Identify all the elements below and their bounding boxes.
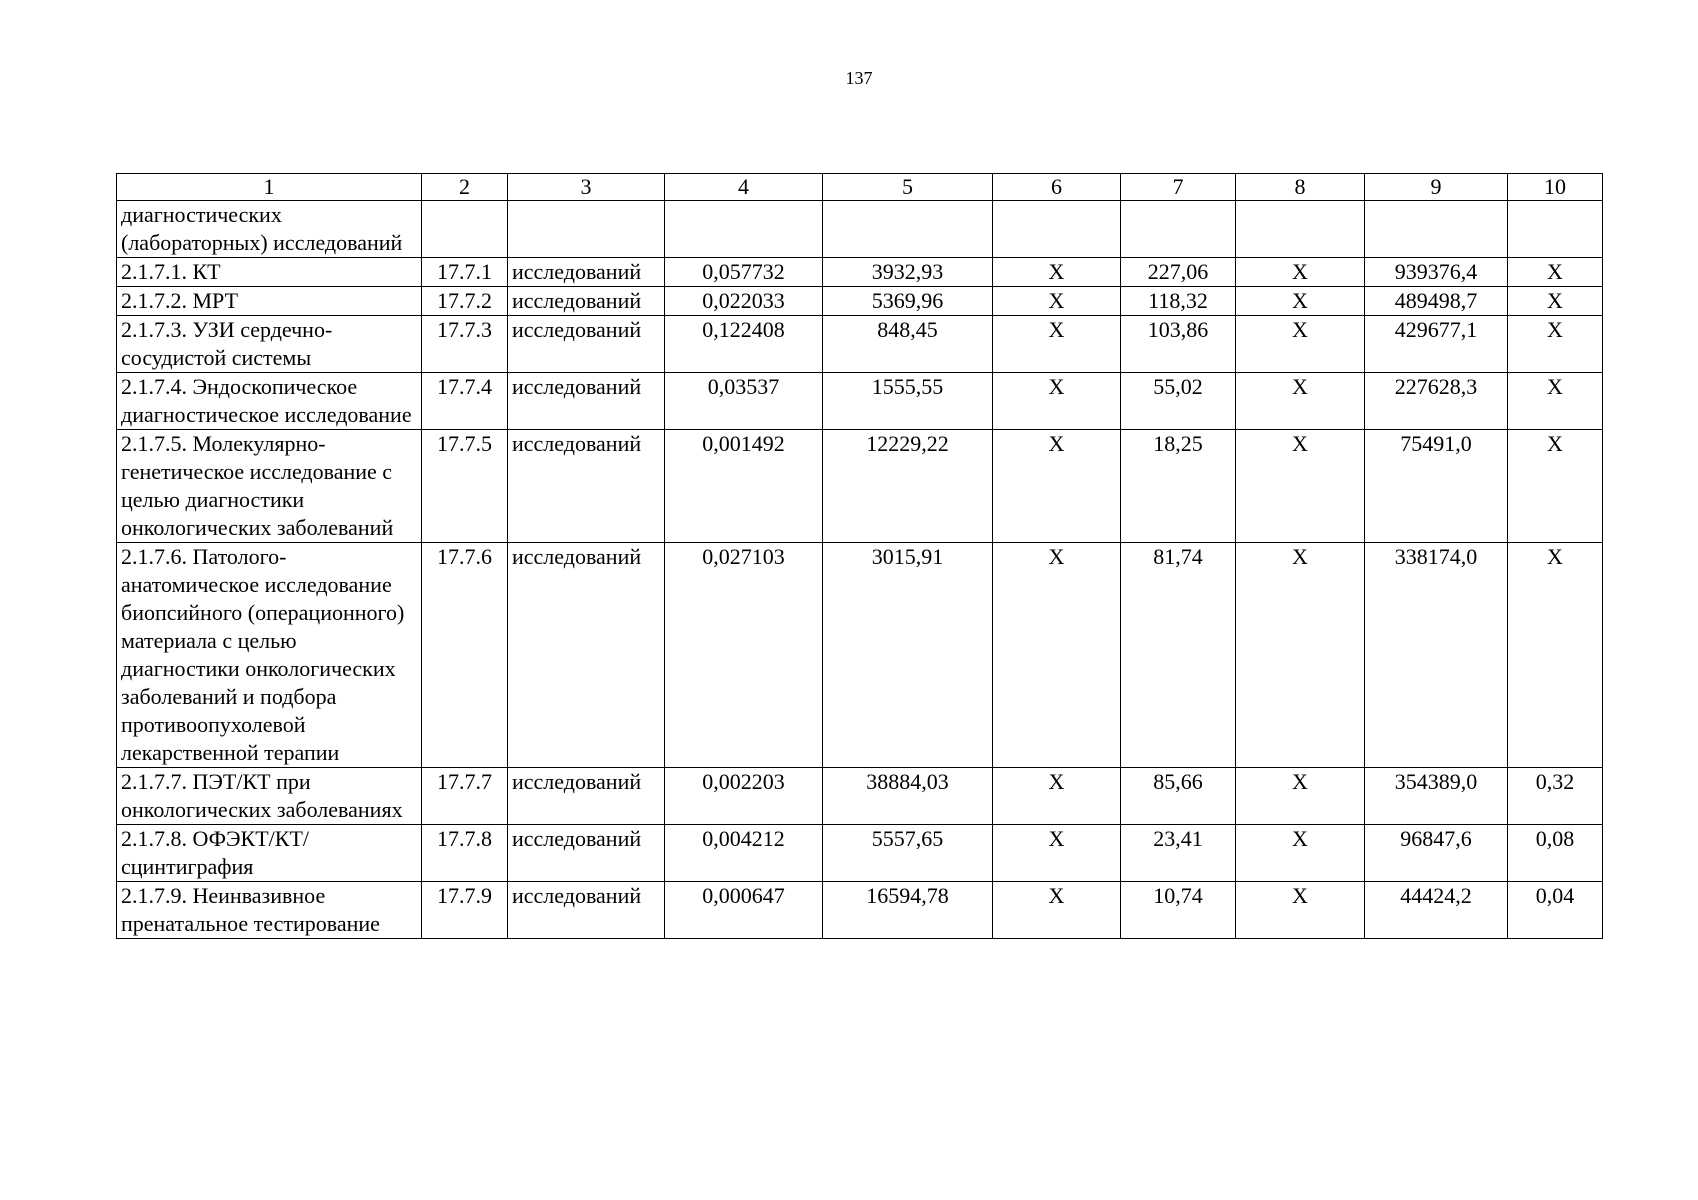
row-unit: исследований [508,543,665,768]
row-label: 2.1.7.9. Неинвазивное пренатальное тестирование [117,882,422,939]
header-row [117,174,1603,201]
cell-value: 0,03537 [665,373,823,430]
cell-value: 85,66 [1121,768,1236,825]
cell-value: 96847,6 [1365,825,1508,882]
cell-value: Х [1508,373,1603,430]
cell-value: 12229,22 [823,430,993,543]
row-code: 17.7.3 [422,316,508,373]
cell-value: 338174,0 [1365,543,1508,768]
row-unit: исследований [508,430,665,543]
cell-value: 118,32 [1121,287,1236,316]
row-code: 17.7.5 [422,430,508,543]
row-code [422,201,508,258]
cell-value: Х [993,543,1121,768]
cell-value: Х [1236,543,1365,768]
row-unit: исследований [508,768,665,825]
cell-value [1121,201,1236,258]
cell-value: 55,02 [1121,373,1236,430]
cell-value: 81,74 [1121,543,1236,768]
table-body [117,174,1603,939]
cell-value: Х [1508,543,1603,768]
column-header: 8 [1236,174,1365,201]
cell-value: Х [1508,258,1603,287]
cell-value: 0,04 [1508,882,1603,939]
row-label: 2.1.7.6. Патолого-анатомическое исследование биопсийного (операционного) материала с целью диагностики онкологических заболеваний и подбора противоопухолевой лекарственной терапии [117,543,422,768]
column-header: 2 [422,174,508,201]
cell-value: 10,74 [1121,882,1236,939]
cell-value: 23,41 [1121,825,1236,882]
data-table [116,173,1603,939]
cell-value: 44424,2 [1365,882,1508,939]
row-label: 2.1.7.2. МРТ [117,287,422,316]
cell-value: 354389,0 [1365,768,1508,825]
cell-value: 429677,1 [1365,316,1508,373]
row-unit: исследований [508,882,665,939]
table-row [117,287,1603,316]
table-row [117,825,1603,882]
cell-value: Х [1236,768,1365,825]
table-row [117,258,1603,287]
cell-value: 16594,78 [823,882,993,939]
cell-value: 939376,4 [1365,258,1508,287]
cell-value: Х [1508,316,1603,373]
cell-value: Х [1508,430,1603,543]
cell-value: 0,000647 [665,882,823,939]
cell-value: 227628,3 [1365,373,1508,430]
row-code: 17.7.9 [422,882,508,939]
row-label: 2.1.7.5. Молекулярно-генетическое исследование с целью диагностики онкологических заболеваний [117,430,422,543]
cell-value: 489498,7 [1365,287,1508,316]
cell-value: 227,06 [1121,258,1236,287]
table-row [117,882,1603,939]
row-label: 2.1.7.4. Эндоскопическое диагностическое исследование [117,373,422,430]
row-unit: исследований [508,316,665,373]
row-code: 17.7.7 [422,768,508,825]
cell-value: Х [993,430,1121,543]
column-header: 9 [1365,174,1508,201]
cell-value: 103,86 [1121,316,1236,373]
cell-value: 3015,91 [823,543,993,768]
row-label: 2.1.7.1. КТ [117,258,422,287]
cell-value: Х [1236,373,1365,430]
cell-value [1236,201,1365,258]
cell-value: Х [1236,882,1365,939]
cell-value: Х [993,316,1121,373]
row-code: 17.7.2 [422,287,508,316]
cell-value: 0,002203 [665,768,823,825]
column-header: 7 [1121,174,1236,201]
cell-value: 5369,96 [823,287,993,316]
row-label: диагностических (лабораторных) исследований [117,201,422,258]
cell-value: Х [1236,430,1365,543]
cell-value: Х [993,768,1121,825]
cell-value [823,201,993,258]
cell-value: Х [993,882,1121,939]
column-header: 10 [1508,174,1603,201]
cell-value: 0,057732 [665,258,823,287]
column-header: 5 [823,174,993,201]
cell-value: Х [993,825,1121,882]
cell-value: Х [1236,287,1365,316]
cell-value [1365,201,1508,258]
table-row [117,768,1603,825]
cell-value: 5557,65 [823,825,993,882]
cell-value: Х [1236,258,1365,287]
row-unit: исследований [508,825,665,882]
row-code: 17.7.4 [422,373,508,430]
cell-value: 18,25 [1121,430,1236,543]
cell-value: Х [993,287,1121,316]
cell-value [993,201,1121,258]
cell-value: Х [1508,287,1603,316]
row-code: 17.7.8 [422,825,508,882]
cell-value: Х [993,373,1121,430]
page-number: 137 [845,68,873,88]
row-label: 2.1.7.7. ПЭТ/КТ при онкологических заболеваниях [117,768,422,825]
column-header: 1 [117,174,422,201]
cell-value: 0,122408 [665,316,823,373]
row-unit: исследований [508,287,665,316]
row-code: 17.7.1 [422,258,508,287]
cell-value: 0,027103 [665,543,823,768]
cell-value: Х [1236,316,1365,373]
row-code: 17.7.6 [422,543,508,768]
column-header: 4 [665,174,823,201]
column-header: 6 [993,174,1121,201]
row-label: 2.1.7.3. УЗИ сердечно-сосудистой системы [117,316,422,373]
cell-value [1508,201,1603,258]
row-unit: исследований [508,258,665,287]
cell-value: 38884,03 [823,768,993,825]
cell-value: 848,45 [823,316,993,373]
row-label: 2.1.7.8. ОФЭКТ/КТ/ сцинтиграфия [117,825,422,882]
cell-value: 0,004212 [665,825,823,882]
cell-value: 3932,93 [823,258,993,287]
table-row [117,543,1603,768]
cell-value [665,201,823,258]
cell-value: 1555,55 [823,373,993,430]
cell-value: 0,08 [1508,825,1603,882]
cell-value: 0,022033 [665,287,823,316]
cell-value: 0,001492 [665,430,823,543]
table-row [117,316,1603,373]
table-row [117,430,1603,543]
row-unit [508,201,665,258]
cell-value: Х [993,258,1121,287]
cell-value: Х [1236,825,1365,882]
cell-value: 75491,0 [1365,430,1508,543]
row-unit: исследований [508,373,665,430]
table-row [117,201,1603,258]
table-row [117,373,1603,430]
cell-value: 0,32 [1508,768,1603,825]
column-header: 3 [508,174,665,201]
